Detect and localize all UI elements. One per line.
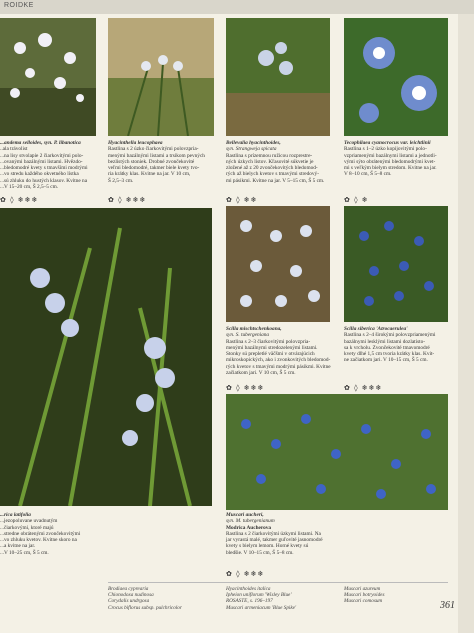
page-number: 361 <box>440 600 455 611</box>
caption-line: ...bledomodré kvety s tmavšími modrými <box>0 165 88 172</box>
caption-title: ...rica latifolia <box>0 512 31 518</box>
caption-line: jar vyrastá malé, takmer guľovité jasnomodré <box>226 537 323 544</box>
caption-line: vými sýto obrátenými bledomodrými kvet- <box>344 158 436 165</box>
photo-puschkinia <box>0 18 96 136</box>
photo-scilla-siberica <box>344 206 448 322</box>
photo-muscari-aucheri <box>226 394 448 510</box>
caption-title: Scilla mischtschenkoana, <box>226 326 282 332</box>
footer-ref: ROSASTE, s. 196–197 <box>226 598 273 605</box>
caption-line: ...na lisy stvolapie 2 čiarkovitými polo- <box>0 152 84 159</box>
caption-synonym: syn. Strangweja spicata <box>226 146 277 153</box>
caption-line: menými bazálnými listami a trsikom pevných <box>108 152 205 159</box>
caption-line: zložené až z 20 zvončekovitých bledomod- <box>226 165 318 172</box>
care-icons: ✿ ◊ ❄❄ <box>226 196 258 204</box>
caption-muscari-aucheri <box>226 512 338 556</box>
caption-line: ...vo stredu každého okvetného lístka <box>0 171 79 178</box>
caption-common-name: Modrica Aucherova <box>226 524 272 531</box>
caption-line: Stonky sú prepletlé väčšmi v otvárajúcich <box>226 351 315 358</box>
section-label: ROIDKE <box>4 2 34 9</box>
caption-line: sa k vrcholu. Zvončekovité tmavomodré <box>344 344 430 351</box>
footer-ref: Corydalis undrgosa <box>108 598 150 605</box>
photo-hyacinthoides <box>0 208 212 506</box>
caption-line: kvety dlhé 1,5 cm tvoria krátky klas. Kvit- <box>344 351 435 358</box>
caption-line: Rastlina s 2–3 čiarkovitými polovzpria- <box>226 338 311 345</box>
caption-hyacinthoides <box>0 512 100 556</box>
caption-tecophilaea <box>344 140 454 178</box>
caption-puschkinia <box>0 140 98 190</box>
next-page-edge <box>458 14 474 633</box>
photo-bellevalia <box>226 18 330 136</box>
caption-title: Hyacinthella leucophaea <box>108 140 163 146</box>
caption-synonym: syn. M. tubergenianum <box>226 518 275 525</box>
footer-ref: Chionodoxa nudinosa <box>108 592 154 599</box>
footer-divider <box>108 582 448 583</box>
caption-line: rých kvetov s tmavými modrými pásikmi. Kvitne <box>226 363 331 370</box>
care-icons: ✿ ◊ ❄❄❄ <box>226 384 265 392</box>
footer-ref: Crocus biflorus subsp. pulchricolor <box>108 604 182 611</box>
care-icons: ✿ ◊ ❄❄❄ <box>0 196 39 204</box>
caption-line: ...čiarkovými, ktoré majú <box>0 524 54 531</box>
caption-line: menými bazálnymi stredozelenými listami. <box>226 344 318 351</box>
photo-hyacinthella <box>108 18 214 136</box>
caption-line: ne začiatkom jari. V 10–15 cm, Š 5 cm. <box>344 357 428 364</box>
care-icons: ✿ ◊ ❄ <box>344 196 369 204</box>
caption-line: mi pásikmi. Kvitne na jar. V 5–15 cm, Š 5 cm. <box>226 177 325 184</box>
caption-line: Rastlina s 1–2 úzko kopijovitými polo- <box>344 146 427 153</box>
photo-scilla-mischtschenkoana <box>226 206 330 322</box>
caption-hyacinthella <box>108 140 216 184</box>
caption-line: bledšie. V 10–15 cm, Š 5–8 cm. <box>226 549 294 556</box>
caption-line: vzpriamenými bazálnymi listami a jednotli- <box>344 152 437 159</box>
caption-scilla-mischtschenkoana <box>226 326 334 376</box>
caption-synonym: syn. S. tubergeniana <box>226 332 270 339</box>
caption-title: Tecophilaea cyanocrocus var. leichtlinii <box>344 140 431 146</box>
caption-line: bazálnymi lesklými listami dozlatisto- <box>344 338 426 345</box>
caption-line: ...V 10–25 cm, Š 5 cm. <box>0 549 49 556</box>
caption-line: začiatkom jari. V 10 cm, Š 5 cm. <box>226 370 296 377</box>
caption-line: mikroskopických, ako i zvonkovitých bledomod- <box>226 357 331 364</box>
caption-line: ...V 15–20 cm, Š 2,5–5 cm. <box>0 184 59 191</box>
caption-line: Rastlina s 2 úzko čiarkovitými polovzpria- <box>108 146 199 153</box>
caption-line: V 8–10 cm, Š 5–8 cm. <box>344 171 392 178</box>
caption-line: ...a kvitne na jar. <box>0 543 36 550</box>
care-icons: ✿ ◊ ❄❄❄ <box>344 384 383 392</box>
caption-title: Muscari aucheri, <box>226 512 264 518</box>
caption-title: ...andema selloides, syn. P. libanotica <box>0 140 81 146</box>
caption-line: kvety s bielym lemom. Horné kvety sú <box>226 543 309 550</box>
caption-line: ...jezopoluvane uvadnutým <box>0 518 58 525</box>
caption-line: ...stredne obrátenými zvončekovitými <box>0 530 81 537</box>
caption-scilla-siberica <box>344 326 454 364</box>
caption-line: ...vo zhluku kvetov. Kvitne skoro na <box>0 537 77 544</box>
caption-bellevalia <box>226 140 334 184</box>
caption-line: ných úzkych listov. Kľasovité súkvetie je <box>226 158 314 165</box>
footer-col-2 <box>226 586 338 611</box>
footer-ref: Muscari comosum <box>344 598 383 605</box>
footer-ref: Hyacinthoides italica <box>226 586 271 592</box>
footer-col-3 <box>344 586 434 605</box>
footer-ref: Muscari armeniacum 'Blue Spike' <box>226 604 297 611</box>
caption-line: Rastlina s prízemnou ružicou rozprestre- <box>226 152 313 159</box>
caption-line: ..ala trávolist <box>0 146 28 153</box>
photo-tecophilaea <box>344 18 448 136</box>
care-icons: ✿ ◊ ❄❄❄ <box>226 570 265 578</box>
page-header <box>0 0 474 14</box>
footer-ref: Muscari botryoides <box>344 592 385 599</box>
caption-line: ...sú zhluku do hustých klasov. Kvitne na <box>0 177 88 184</box>
footer-col-1 <box>108 586 218 611</box>
footer-ref: Ipheion uniflorum 'Wisley Blue' <box>226 592 292 599</box>
footer-ref: Muscari azureum <box>344 586 381 592</box>
caption-line: ria krátky klas. Kvitne na jar. V 10 cm, <box>108 171 191 178</box>
footer-ref: Brodiaea cyprearia <box>108 586 149 592</box>
care-icons: ✿ ◊ ❄❄❄ <box>108 196 147 204</box>
caption-line: ...ovanými bazálnými listami. Hvězdo- <box>0 158 83 165</box>
caption-line: mi s veľkým bielym stredom. Kvitne na jar. <box>344 165 437 172</box>
caption-line: rých až bielych kvetov s tmavými stredový- <box>226 171 319 178</box>
caption-line: Š 2,5–3 cm. <box>108 177 134 184</box>
caption-line: veľmi bledomodré, takmer biele kvety tvo- <box>108 165 200 172</box>
caption-line: Rastlina s 2–4 širokými polovzpriamenými <box>344 332 436 339</box>
caption-line: Rastlina s 2 čiarkovitými úzkymi listami. Na <box>226 530 321 537</box>
caption-title: Scilla siberica 'Atrocaerulea' <box>344 326 408 332</box>
caption-line: bezlistých stoniek. Drobné zvončekovité <box>108 158 195 165</box>
caption-title: Bellevalia hyacinthoides, <box>226 140 281 146</box>
